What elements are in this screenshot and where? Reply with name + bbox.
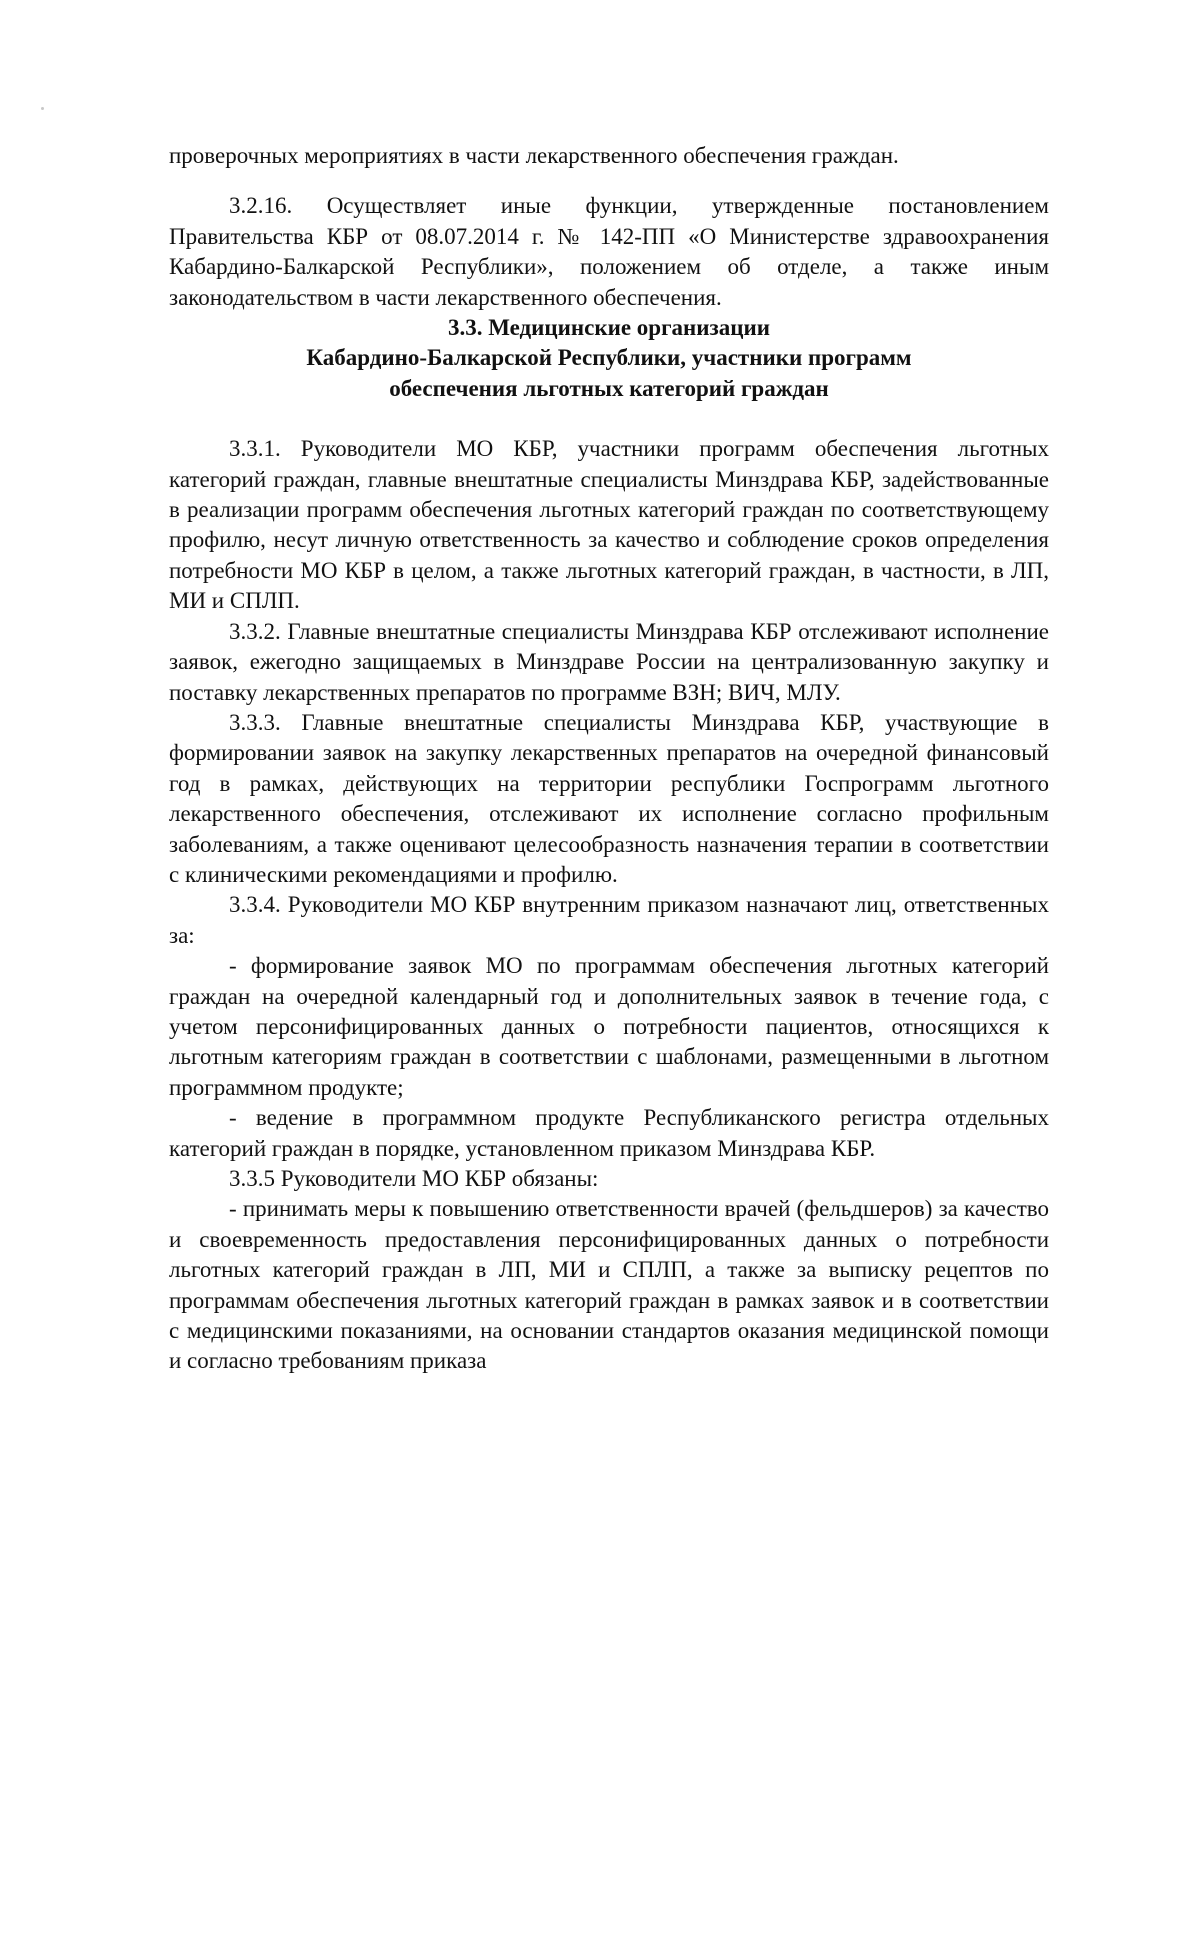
paragraph-3-2-16: 3.2.16. Осуществляет иные функции, утвержденные постановлением Правительства КБР от 08.07.2014 г. № 142-ПП «О Министерстве здравоохранения Кабардино-Балкарской Республики», положением об отделе, а также иным законодательством в части лекарственного обеспечения. [169, 193, 1049, 310]
section-heading-3-3-line-1: 3.3. Медицинские организации [447, 315, 771, 341]
paragraph-3-3-1: 3.3.1. Руководители МО КБР, участники программ обеспечения льготных категорий граждан, главные внештатные специалисты Минздрава КБР, задействованные в реализации программ обеспечения льготных категорий граждан по соответствующему профилю, несут личную ответственность за качество и соблюдение сроков определения потребности МО КБР в целом, а также льготных категорий граждан, в частности, в ЛП, МИ и СПЛП. [169, 436, 1049, 614]
scan-speck [41, 107, 44, 110]
list-item-3-3-5-1: - принимать меры к повышению ответственности врачей (фельдшеров) за качество и своевременность предоставления персонифицированных данных о потребности льготных категорий граждан в ЛП, МИ и СПЛП, а также за выписку рецептов по программам обеспечения льготных категорий граждан в рамках заявок и в соответствии с медицинскими показаниями, на основании стандартов оказания медицинской помощи и согласно требованиям приказа [169, 1196, 1049, 1374]
section-heading-3-3-line-3: обеспечения льготных категорий граждан [389, 375, 829, 401]
paragraph-3-3-5: 3.3.5 Руководители МО КБР обязаны: [229, 1166, 599, 1191]
paragraph-3-3-4: 3.3.4. Руководители МО КБР внутренним приказом назначают лиц, ответственных за: [169, 892, 1049, 948]
paragraph-3-3-3: 3.3.3. Главные внештатные специалисты Минздрава КБР, участвующие в формировании заявок на закупку лекарственных препаратов на очередной финансовый год в рамках, действующих на территории республики Госпрограмм льготного лекарственного обеспечения, отслеживают их исполнение согласно профильным заболеваниям, а также оценивают целесообразность назначения терапии в соответствии с клиническими рекомендациями и профилю. [169, 709, 1049, 887]
paragraph-3-3-2: 3.3.2. Главные внештатные специалисты Минздрава КБР отслеживают исполнение заявок, ежегодно защищаемых в Минздраве России на централизованную закупку и поставку лекарственных препаратов по программе ВЗН; ВИЧ, МЛУ. [169, 618, 1049, 705]
paragraph-3-2-15-tail: проверочных мероприятиях в части лекарственного обеспечения граждан. [169, 143, 899, 168]
section-heading-3-3-line-2: Кабардино-Балкарской Республики, участники программ [306, 345, 912, 371]
document-body [169, 141, 1049, 1377]
list-item-3-3-4-1: - формирование заявок МО по программам обеспечения льготных категорий граждан на очередной календарный год и дополнительных заявок в течение года, с учетом персонифицированных данных о потребности пациентов, относящихся к льготным категориям граждан в соответствии с шаблонами, размещенными в льготном программном продукте; [169, 953, 1049, 1100]
list-item-3-3-4-2: - ведение в программном продукте Республиканского регистра отдельных категорий граждан в порядке, установленном приказом Минздрава КБР. [169, 1105, 1049, 1161]
